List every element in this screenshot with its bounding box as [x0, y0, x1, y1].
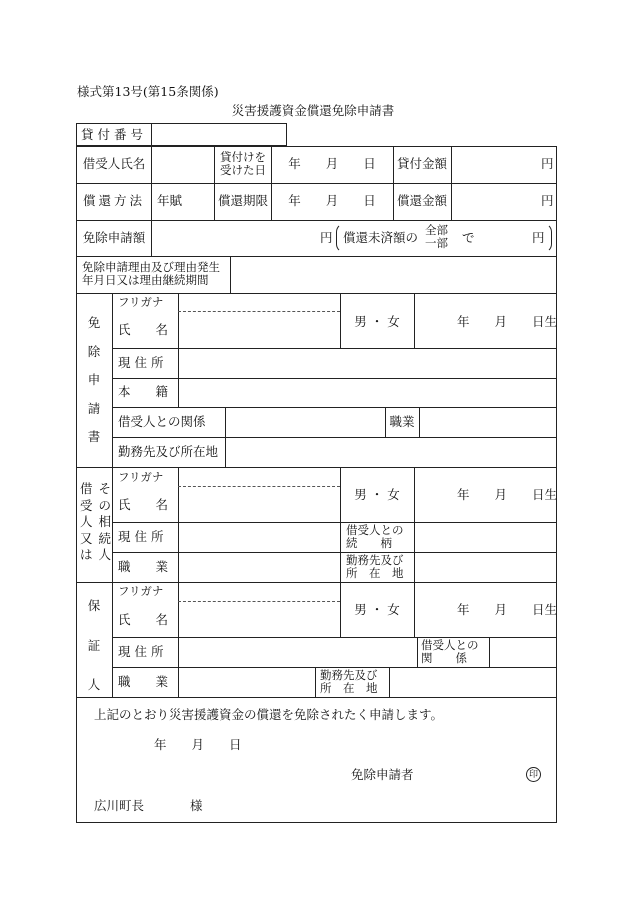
applicant-signature-field[interactable]: [420, 764, 520, 784]
applicant-name-label: 氏 名: [118, 322, 169, 337]
seal-mark: 印: [526, 767, 541, 782]
mayor-label: 広川町長: [94, 798, 145, 813]
heir-furigana-label: フリガナ: [118, 470, 164, 484]
reason-field[interactable]: [232, 258, 555, 291]
exempt-amount-yen: 円: [320, 230, 333, 245]
applicant-address-field[interactable]: [180, 350, 555, 376]
heir-birthdate[interactable]: 年 月 日生: [457, 487, 558, 502]
applicant-name-field[interactable]: [180, 313, 338, 346]
repay-method-value[interactable]: 年賦: [157, 193, 183, 208]
guarantor-workplace-field[interactable]: [391, 669, 555, 695]
all-or-part[interactable]: 全部 一部: [425, 223, 448, 250]
guarantor-job-label: 職 業: [118, 674, 169, 689]
declaration-text: 上記のとおり災害援護資金の償還を免除されたく申請します。: [94, 707, 444, 722]
loan-number-field[interactable]: [153, 125, 285, 144]
heir-name-field[interactable]: [180, 488, 338, 520]
repay-amount-label: 償還金額: [396, 193, 448, 208]
sama-label: 様: [190, 798, 203, 813]
guarantor-address-field[interactable]: [180, 639, 415, 665]
applicant-gender[interactable]: 男 ・ 女: [354, 314, 400, 329]
heir-workplace-label: 勤務先及び 所 在 地: [346, 553, 404, 580]
form-title: 災害援護資金償還免除申請書: [231, 103, 395, 118]
applicant-relation-label: 借受人との関係: [118, 414, 206, 429]
loan-amount-field[interactable]: [453, 148, 539, 181]
application-date[interactable]: 年 月 日: [154, 737, 242, 752]
applicant-signature-label: 免除申請者: [351, 767, 414, 782]
exempt-amount-label: 免除申請額: [82, 230, 146, 245]
heir-job-label: 職 業: [118, 559, 169, 574]
applicant-domicile-label: 本 籍: [118, 384, 169, 399]
guarantor-section-label: 保 証 人: [87, 598, 101, 692]
guarantor-name-label: 氏 名: [118, 612, 169, 627]
guarantor-job-field[interactable]: [180, 669, 313, 695]
repay-method-label: 償還方法: [82, 193, 146, 208]
loan-number-label: 貸付番号: [80, 127, 148, 142]
reason-label: 免除申請理由及び理由発生 年月日又は理由継続期間: [82, 260, 220, 287]
heir-furigana-field[interactable]: [180, 469, 338, 484]
applicant-address-label: 現 住 所: [118, 355, 164, 370]
guarantor-relation-field[interactable]: [491, 639, 555, 665]
heir-gender[interactable]: 男 ・ 女: [354, 487, 400, 502]
applicant-job-label: 職業: [389, 414, 415, 429]
guarantor-name-field[interactable]: [180, 603, 338, 635]
loan-date-label: 貸付けを 受けた日: [220, 150, 266, 177]
applicant-workplace-field[interactable]: [227, 439, 555, 465]
unpaid-yen: 円: [532, 230, 545, 245]
repay-period-label: 償還期限: [217, 193, 269, 208]
heir-address-label: 現 住 所: [118, 529, 164, 544]
guarantor-birthdate[interactable]: 年 月 日生: [457, 602, 558, 617]
guarantor-furigana-label: フリガナ: [118, 584, 164, 598]
guarantor-workplace-label: 勤務先及び 所 在 地: [320, 668, 378, 695]
exempt-amount-field[interactable]: [153, 222, 319, 254]
heir-name-label: 氏 名: [118, 497, 169, 512]
unpaid-label: 償還未済額の: [343, 230, 419, 245]
heir-job-field[interactable]: [180, 554, 338, 580]
applicant-birthdate[interactable]: 年 月 日生: [457, 314, 558, 329]
applicant-furigana-field[interactable]: [180, 295, 338, 310]
heir-relation-field[interactable]: [416, 524, 555, 550]
heir-address-field[interactable]: [180, 524, 338, 550]
repay-amount-yen: 円: [541, 193, 554, 208]
borrower-name-field[interactable]: [153, 148, 212, 181]
applicant-furigana-label: フリガナ: [118, 295, 164, 309]
applicant-workplace-label: 勤務先及び所在地: [118, 444, 219, 459]
heir-relation-label: 借受人との 続 柄: [346, 523, 404, 550]
guarantor-furigana-field[interactable]: [180, 584, 338, 599]
borrower-name-label: 借受人氏名: [82, 156, 146, 171]
guarantor-gender[interactable]: 男 ・ 女: [354, 602, 400, 617]
applicant-job-field[interactable]: [421, 409, 555, 435]
applicant-domicile-field[interactable]: [180, 380, 555, 405]
loan-date-value[interactable]: 年 月 日: [288, 156, 376, 171]
guarantor-address-label: 現 住 所: [118, 644, 164, 659]
applicant-section-label: 免 除 申 請 書: [87, 315, 101, 444]
heir-section-label: 借 そ 受 の 人 相 又 続 は 人: [80, 481, 112, 562]
heir-workplace-field[interactable]: [416, 554, 555, 580]
guarantor-relation-label: 借受人との 関 係: [421, 638, 479, 665]
repay-amount-field[interactable]: [453, 185, 539, 218]
de-text: で: [462, 230, 475, 245]
form-number: 様式第13号(第15条関係): [77, 84, 219, 99]
loan-amount-label: 貸付金額: [396, 156, 448, 171]
applicant-relation-field[interactable]: [227, 409, 383, 435]
loan-amount-yen: 円: [541, 156, 554, 171]
repay-period-value[interactable]: 年 月 日: [288, 193, 376, 208]
